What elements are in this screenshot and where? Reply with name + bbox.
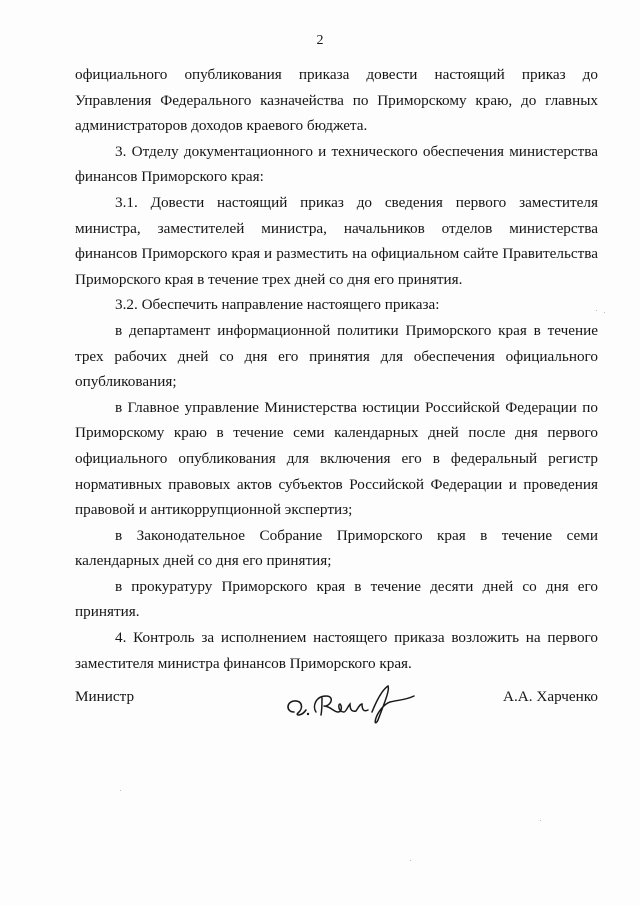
paragraph-recipient-prosecutor: в прокуратуру Приморского края в течение десяти дней со дня его принятия.	[75, 577, 598, 621]
paragraph-item-4: 4. Контроль за исполнением настоящего приказа возложить на первого заместителя министра финансов Приморского края.	[75, 629, 598, 672]
paragraph-item-3: 3. Отделу документационного и технического обеспечения министерства финансов Приморского края:	[75, 142, 598, 186]
scan-speck	[604, 312, 605, 313]
paragraph-recipient-info-policy: в департамент информационной политики Приморского края в течение трех рабочих дней со дня его принятия для обеспечения официального опубликования;	[75, 321, 598, 391]
page-number: 2	[316, 33, 324, 48]
scan-speck	[120, 790, 121, 791]
signature-block	[75, 682, 598, 732]
paragraph-recipient-justice: в Главное управление Министерства юстиции Российской Федерации по Приморскому краю в течение семи календарных дней после дня первого официального опубликования для включения его в федеральный регистр нормативных правовых актов субъектов Российской Федерации и проведения правовой и антикоррупционной экспертиз;	[75, 398, 598, 519]
signatory-name: А.А. Харченко	[503, 688, 598, 705]
document-body	[75, 62, 598, 676]
paragraph-item-3-1: 3.1. Довести настоящий приказ до сведения первого заместителя министра, заместителей министра, начальников отделов министерства финансов Приморского края и разместить на официальном сайте Правительства Приморского края в течение трех дней со дня его принятия.	[75, 193, 598, 288]
scan-speck	[540, 820, 541, 821]
scan-speck	[410, 860, 411, 861]
paragraph-recipient-assembly: в Законодательное Собрание Приморского края в течение семи календарных дней со дня его принятия;	[75, 526, 598, 570]
paragraph-item-3-2: 3.2. Обеспечить направление настоящего приказа:	[115, 296, 440, 314]
handwritten-signature	[280, 682, 420, 726]
scan-speck	[596, 310, 597, 311]
signatory-title: Министр	[75, 688, 135, 705]
paragraph-continuation: официального опубликования приказа довести настоящий приказ до Управления Федерального казначейства по Приморскому краю, до главных администраторов доходов краевого бюджета.	[75, 66, 598, 135]
